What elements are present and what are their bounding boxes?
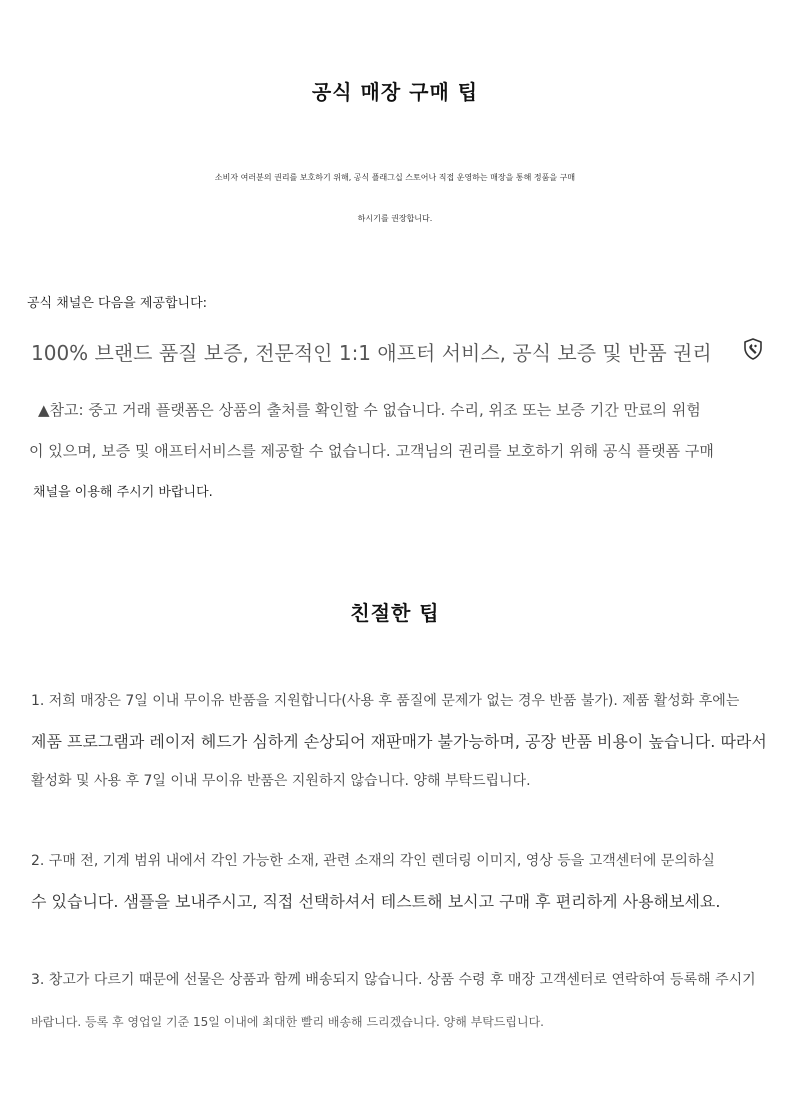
tip1-line-3: 활성화 및 사용 후 7일 이내 무이유 반품은 지원하지 않습니다. 양해 부탁드립니다.	[31, 773, 531, 789]
tip2-line-1: 2. 구매 전, 기계 범위 내에서 각인 가능한 소재, 관련 소재의 각인 렌더링 이미지, 영상 등을 고객센터에 문의하실	[31, 853, 715, 869]
intro-line-2: 하시기를 권장합니다.	[357, 214, 433, 223]
note-line-2: 이 있으며, 보증 및 애프터서비스를 제공할 수 없습니다. 고객님의 권리를 보호하기 위해 공식 플랫폼 구매	[29, 442, 714, 460]
note-line-1: ▲참고: 중고 거래 플랫폼은 상품의 출처를 확인할 수 없습니다. 수리, 위조 또는 보증 기간 만료의 위험	[38, 401, 701, 419]
tip1-line-1: 1. 저희 매장은 7일 이내 무이유 반품을 지원합니다(사용 후 품질에 문제가 없는 경우 반품 불가). 제품 활성화 후에는	[31, 693, 740, 709]
shield-wrench-icon	[741, 337, 765, 361]
note-line-3: 채널을 이용해 주시기 바랍니다.	[33, 485, 213, 500]
section2-title: 친절한 팁	[350, 601, 440, 625]
tip3-line-1: 3. 창고가 다르기 때문에 선물은 상품과 함께 배송되지 않습니다. 상품 수령 후 매장 고객센터로 연락하여 등록해 주시기	[31, 972, 756, 988]
section1-title: 공식 매장 구매 팁	[311, 80, 479, 104]
tip1-line-2: 제품 프로그램과 레이저 헤드가 심하게 손상되어 재판매가 불가능하며, 공장 반품 비용이 높습니다. 따라서	[31, 732, 767, 751]
tip2-line-2: 수 있습니다. 샘플을 보내주시고, 직접 선택하셔서 테스트해 보시고 구매 후 편리하게 사용해보세요.	[31, 892, 721, 911]
tip3-line-2: 바랍니다. 등록 후 영업일 기준 15일 이내에 최대한 빨리 배송해 드리겠습니다. 양해 부탁드립니다.	[31, 1015, 544, 1029]
channels-label: 공식 채널은 다음을 제공합니다:	[27, 296, 208, 311]
features-line: 100% 브랜드 품질 보증, 전문적인 1:1 애프터 서비스, 공식 보증 및 반품 권리	[31, 341, 712, 365]
intro-line-1: 소비자 여러분의 권리를 보호하기 위해, 공식 플래그십 스토어나 직접 운영하는 매장을 통해 정품을 구매	[214, 173, 576, 182]
